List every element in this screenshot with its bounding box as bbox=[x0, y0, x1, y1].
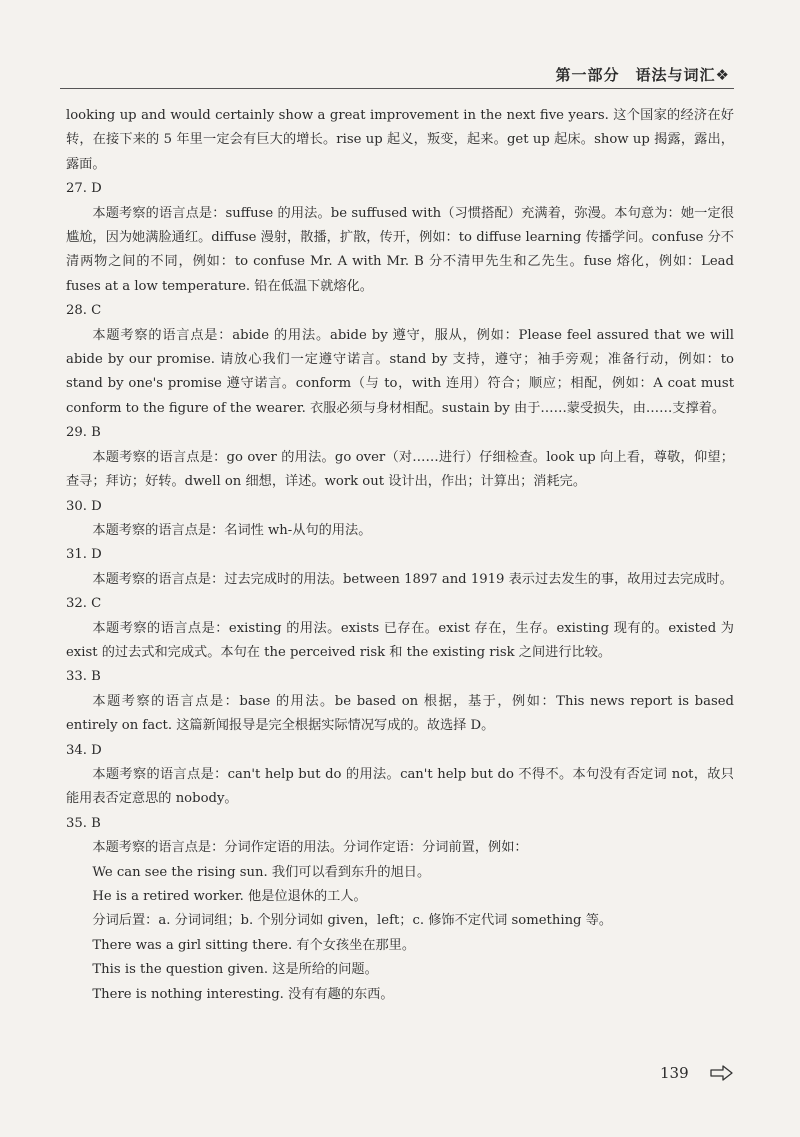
question-number: 34. D bbox=[66, 742, 102, 758]
question-number: 32. C bbox=[66, 596, 102, 612]
header-rule bbox=[60, 88, 734, 89]
example-line: He is a retired worker. 他是位退休的工人。 bbox=[92, 889, 367, 904]
example-line: We can see the rising sun. 我们可以看到东升的旭日。 bbox=[92, 864, 431, 880]
example-line: 分词后置：a. 分词词组；b. 个别分词如 given，left；c. 修饰不定代词 something 等。 bbox=[92, 913, 613, 929]
explanation-paragraph: 本题考察的语言点是：名词性 wh-从句的用法。 bbox=[92, 522, 372, 538]
explanation-paragraph: 本题考察的语言点是：can't help but do 的用法。can't help but do 不得不。本句没有否定词 not，故只能用表否定意思的 nobody。 bbox=[66, 766, 734, 807]
example-line: There is nothing interesting. 没有有趣的东西。 bbox=[92, 986, 394, 1002]
explanation-paragraph: 本题考察的语言点是：过去完成时的用法。between 1897 and 1919 表示过去发生的事，故用过去完成时。 bbox=[92, 571, 733, 587]
question-number: 29. B bbox=[66, 425, 101, 441]
arrow-right-icon bbox=[710, 1065, 734, 1081]
explanation-paragraph: 本题考察的语言点是：分词作定语的用法。分词作定语：分词前置，例如： bbox=[92, 840, 528, 856]
continued-paragraph: looking up and would certainly show a great improvement in the next five years. 这个国家的经济在好转，在接下来的 5 年里一定会有巨大的增长。rise up 起义，叛变，起来。get up 起床。show up 揭露，露出，露面。 bbox=[66, 108, 734, 172]
question-number: 30. D bbox=[66, 498, 102, 514]
example-line: There was a girl sitting there. 有个女孩坐在那里。 bbox=[92, 937, 416, 953]
explanation-paragraph: 本题考察的语言点是：abide 的用法。abide by 遵守，服从，例如：Please feel assured that we will abide by our promise. 请放心我们一定遵守诺言。stand by 支持，遵守；袖手旁观；准备行动，例如：to stand by one's promise 遵守诺言。conform（与 to，with 连用）符合；顺应；相配，例如：A coat must conform to the figure of the wearer. 衣服必须与身材相配。sustain by 由于……蒙受损失，由……支撑着。 bbox=[66, 327, 734, 416]
running-header bbox=[0, 62, 800, 86]
explanation-paragraph: 本题考察的语言点是：go over 的用法。go over（对……进行）仔细检查。look up 向上看，尊敬，仰望；查寻；拜访；好转。dwell on 细想，详述。work out 设计出，作出；计算出；消耗完。 bbox=[66, 449, 734, 490]
explanation-paragraph: 本题考察的语言点是：base 的用法。be based on 根据，基于，例如：This news report is based entirely on fact. 这篇新闻报导是完全根据实际情况写成的。故选择 D。 bbox=[66, 693, 734, 734]
question-number: 35. B bbox=[66, 815, 101, 831]
section-title: 第一部分 语法与词汇❖ bbox=[555, 66, 730, 84]
page-number: 139 bbox=[660, 1064, 689, 1082]
explanation-paragraph: 本题考察的语言点是：suffuse 的用法。be suffused with（习惯搭配）充满着，弥漫。本句意为：她一定很尴尬，因为她满脸通红。diffuse 漫射，散播，扩散，传开，例如：to diffuse learning 传播学问。confuse 分不清两物之间的不同，例如：to confuse Mr. A with Mr. B 分不清甲先生和乙先生。fuse 熔化，例如：Lead fuses at a low temperature. 铅在低温下就熔化。 bbox=[66, 205, 734, 294]
answer-explanations bbox=[66, 104, 734, 1007]
example-line: This is the question given. 这是所给的问题。 bbox=[92, 962, 378, 978]
question-number: 31. D bbox=[66, 547, 102, 563]
question-number: 27. D bbox=[66, 181, 102, 197]
question-number: 28. C bbox=[66, 303, 102, 319]
explanation-paragraph: 本题考察的语言点是：existing 的用法。exists 已存在。exist 存在，生存。existing 现有的。existed 为 exist 的过去式和完成式。本句在 the perceived risk 和 the existing risk 之间进行比较。 bbox=[66, 620, 734, 660]
question-number: 33. B bbox=[66, 669, 101, 685]
